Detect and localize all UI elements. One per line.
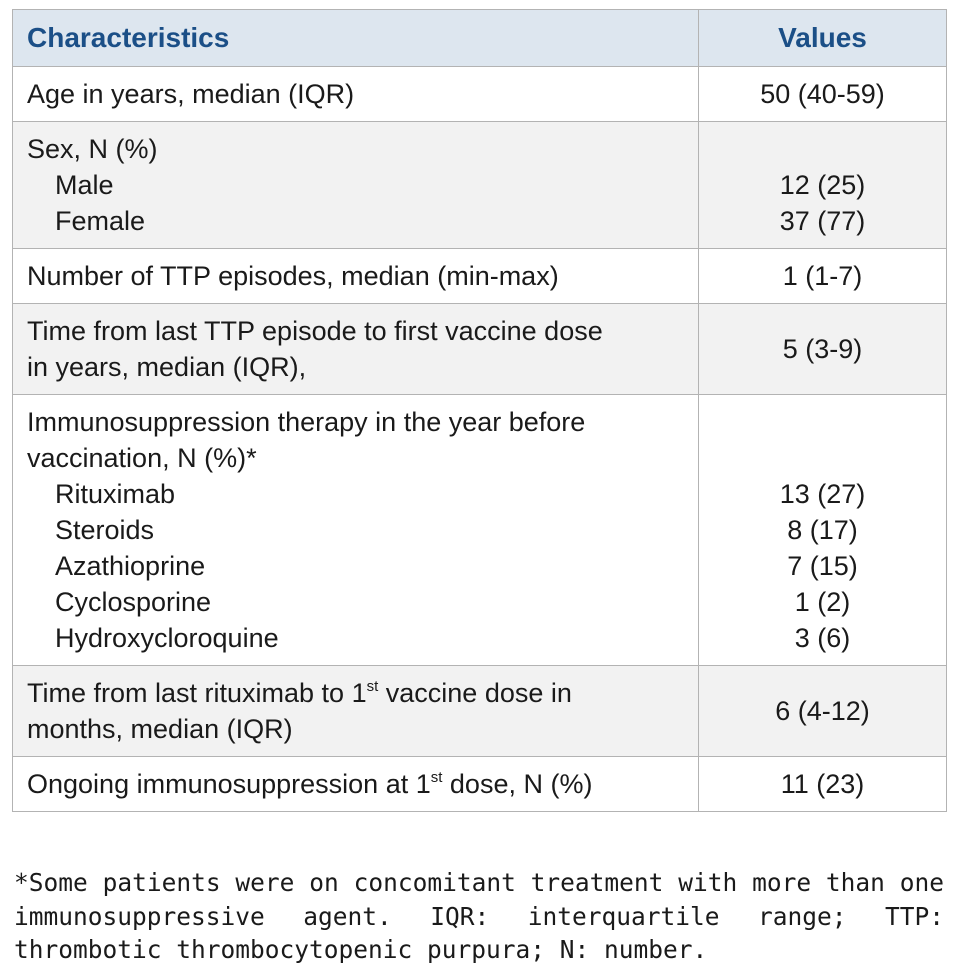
episodes-value: 1 (1-7) [699, 249, 947, 304]
time-last-ttp-label-line1: Time from last TTP episode to first vaccine dose [27, 316, 603, 346]
characteristics-table [12, 9, 947, 812]
immuno-values-cell [699, 395, 947, 666]
immuno-item-label: Rituximab [55, 479, 176, 509]
immuno-label-line2: vaccination, N (%)* [27, 443, 257, 473]
table-row-rituximab-time [13, 666, 947, 757]
table-row-sex [13, 122, 947, 249]
header-characteristics: Characteristics [13, 10, 699, 67]
sex-male-label: Male [55, 170, 114, 200]
rituximab-time-label-line1: Time from last rituximab to 1st vaccine dose in [27, 678, 572, 708]
time-last-ttp-label-line2: in years, median (IQR), [27, 352, 307, 382]
ongoing-value: 11 (23) [699, 757, 947, 812]
immuno-item-label: Cyclosporine [55, 587, 212, 617]
time-last-ttp-cell [13, 304, 699, 395]
sex-label: Sex, N (%) [27, 134, 158, 164]
immuno-label-line1: Immunosuppression therapy in the year before [27, 407, 586, 437]
immuno-item-label: Steroids [55, 515, 155, 545]
rituximab-time-cell [13, 666, 699, 757]
table-row-age [13, 67, 947, 122]
sex-male-value: 12 (25) [779, 170, 866, 200]
immuno-item-value: 13 (27) [779, 479, 866, 509]
immuno-item-label: Hydroxycloroquine [55, 623, 279, 653]
age-value: 50 (40-59) [699, 67, 947, 122]
immuno-item-value: 1 (2) [794, 587, 851, 617]
table-row-immunosuppression [13, 395, 947, 666]
sex-values-cell [699, 122, 947, 249]
header-values: Values [699, 10, 947, 67]
rituximab-time-value: 6 (4-12) [699, 666, 947, 757]
ongoing-label: Ongoing immunosuppression at 1st dose, N (%) [13, 757, 699, 812]
table-row-time-last-ttp [13, 304, 947, 395]
sex-female-label: Female [55, 206, 146, 236]
table-row-ongoing [13, 757, 947, 812]
age-label: Age in years, median (IQR) [13, 67, 699, 122]
rituximab-time-label-line2: months, median (IQR) [27, 714, 293, 744]
immuno-cell [13, 395, 699, 666]
immuno-item-value: 7 (15) [787, 551, 858, 581]
sex-female-value: 37 (77) [779, 206, 866, 236]
immuno-item-label: Azathioprine [55, 551, 206, 581]
immuno-item-value: 3 (6) [794, 623, 851, 653]
table-row-episodes [13, 249, 947, 304]
episodes-label: Number of TTP episodes, median (min-max) [13, 249, 699, 304]
sex-cell [13, 122, 699, 249]
time-last-ttp-value: 5 (3-9) [699, 304, 947, 395]
immuno-item-value: 8 (17) [787, 515, 858, 545]
table-footnote: *Some patients were on concomitant treatment with more than one immunosuppressive agent. IQR: interquartile range; TTP: thrombotic thrombocytopenic purpura; N: number. [14, 868, 944, 964]
table-header-row [13, 10, 947, 67]
